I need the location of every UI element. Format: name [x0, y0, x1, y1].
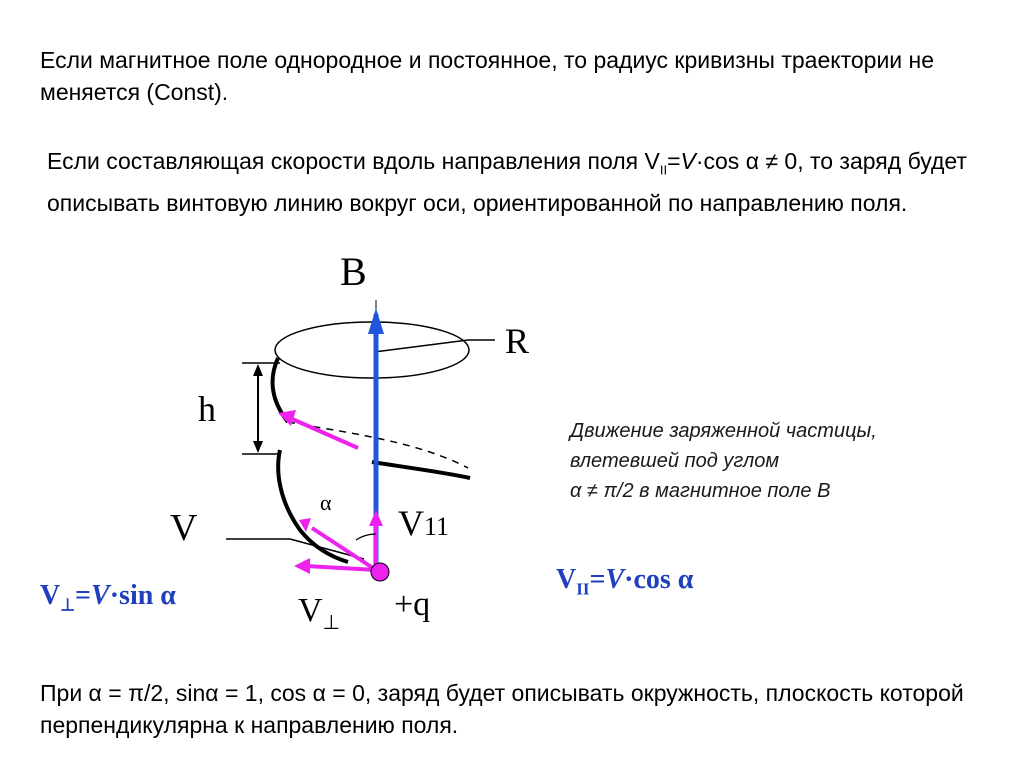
helix-diagram — [150, 240, 580, 640]
label-q: +q — [394, 586, 431, 623]
formula-perp-v: V — [40, 580, 61, 611]
formula-v-parallel — [556, 564, 693, 600]
charge-dot — [371, 563, 389, 581]
formula-par-v: V — [556, 564, 577, 595]
label-V11-sub: 11 — [424, 512, 450, 541]
p2-text-c: ·cos α ≠ 0, то заряд будет описывать винтовую линию вокруг оси, ориентированной по направлению поля. — [47, 148, 967, 216]
formula-v-perp — [40, 580, 176, 616]
label-Vperp-v: V — [298, 592, 323, 629]
v-perp-head — [294, 558, 310, 574]
label-V11-v: V — [398, 503, 424, 543]
h-arrow-down — [253, 441, 263, 453]
description-line-2: влетевшей под углом — [570, 450, 780, 472]
formula-perp-eq: = — [75, 580, 92, 611]
p2-v-italic: V — [680, 148, 696, 174]
label-V: V — [170, 507, 198, 549]
p2-equals: = — [667, 148, 681, 174]
label-h: h — [198, 389, 216, 429]
paragraph-uniform-field: Если магнитное поле однородное и постоянное, то радиус кривизны траектории не меняется (Const). — [40, 47, 935, 105]
diagram-description — [570, 416, 877, 506]
formula-perp-vi: V — [91, 580, 110, 611]
formula-par-eq: = — [589, 564, 606, 595]
label-R: R — [505, 321, 530, 361]
field-arrow-head — [368, 308, 384, 334]
helix-front-turn — [372, 462, 470, 478]
description-line-1: Движение заряженной частицы, — [570, 420, 877, 442]
p2-text-a: Если составляющая скорости вдоль направления поля V — [47, 148, 660, 174]
label-B: B — [340, 249, 367, 294]
label-alpha: α — [320, 490, 332, 515]
description-line-3: α ≠ π/2 в магнитное поле В — [570, 480, 831, 502]
tangent-arrow — [290, 418, 358, 448]
formula-perp-rest: ·sin α — [109, 580, 176, 611]
radius-line — [374, 340, 468, 352]
alpha-arc — [356, 534, 376, 540]
label-Vperp — [298, 592, 340, 635]
label-Vperp-sub: ⊥ — [322, 611, 340, 634]
paragraph-helix-condition — [47, 145, 967, 219]
formula-perp-sub: ⊥ — [60, 595, 76, 615]
v-parallel-head — [369, 510, 383, 526]
h-arrow-up — [253, 364, 263, 376]
paragraph-circle-case: При α = π/2, sinα = 1, cos α = 0, заряд будет описывать окружность, плоскость которой перпендикулярна к направлению поля. — [40, 680, 964, 738]
formula-par-rest: ·cos α — [624, 564, 694, 595]
helix-diagram-svg — [150, 240, 580, 640]
p2-subscript: II — [659, 162, 668, 178]
label-V11 — [398, 502, 449, 544]
formula-par-sub: II — [576, 579, 590, 599]
formula-par-vi: V — [605, 564, 625, 595]
v-perp-arrow — [306, 566, 376, 570]
